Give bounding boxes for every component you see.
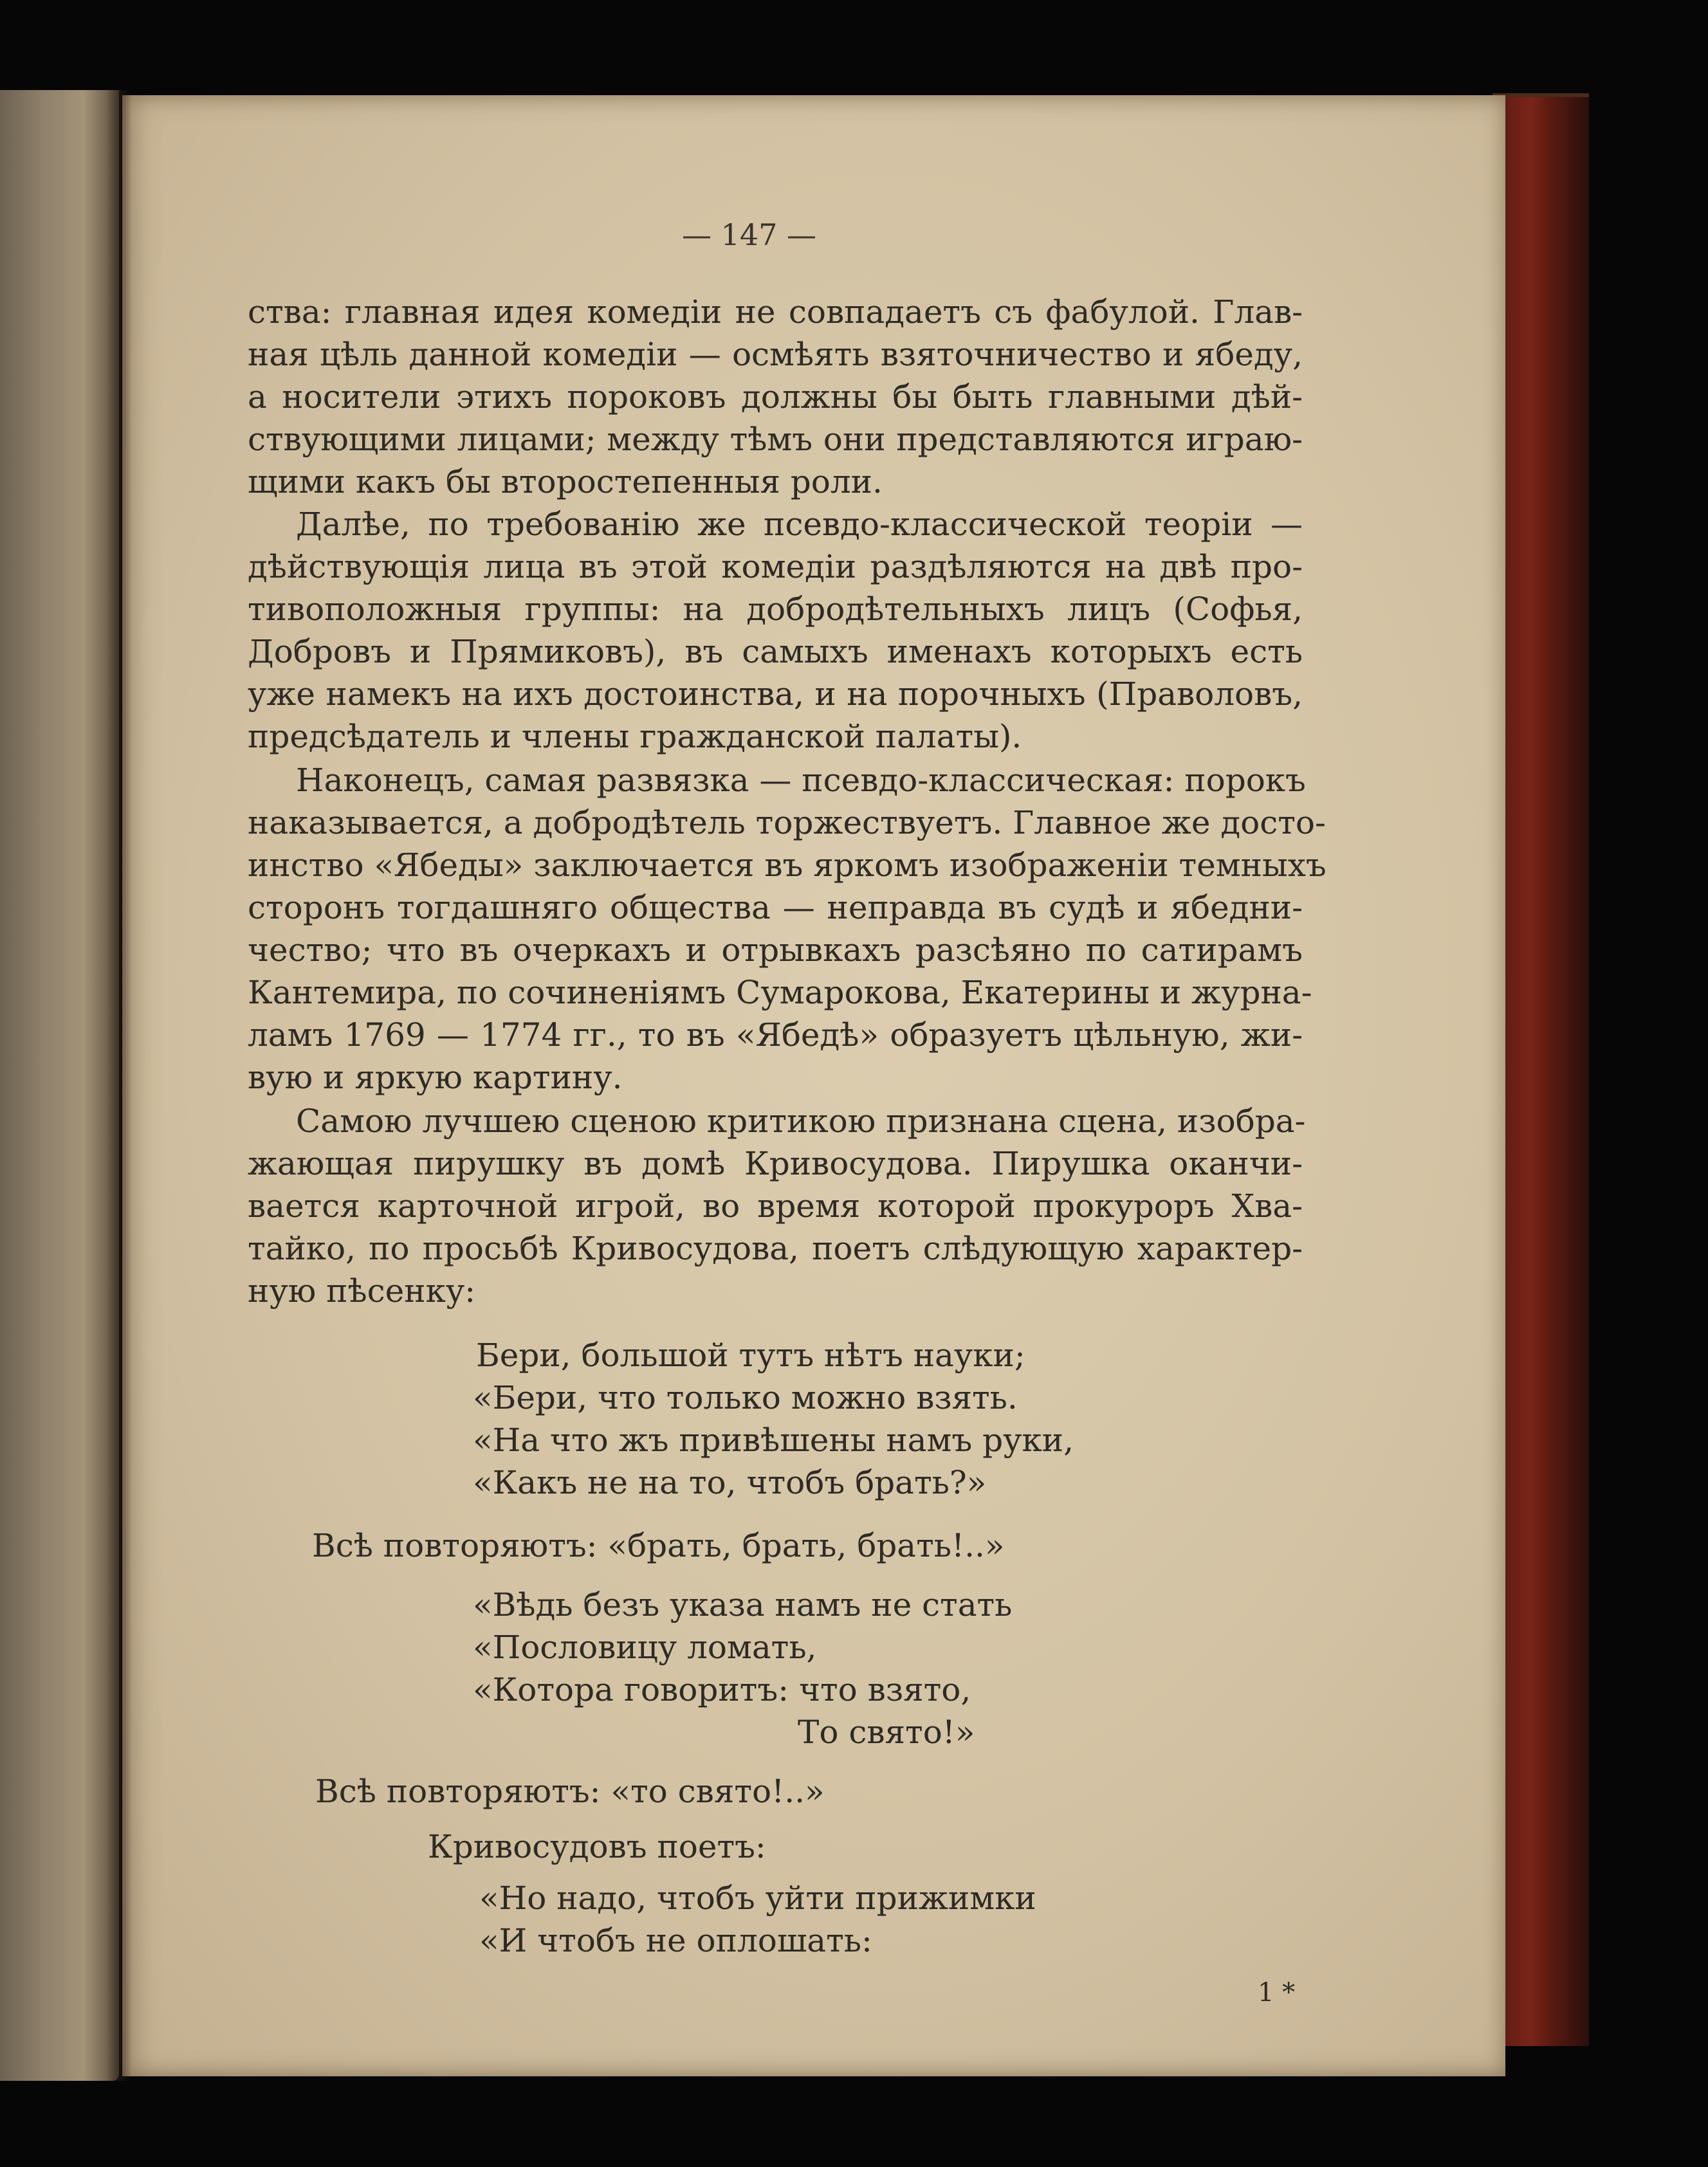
signature-mark: 1 * [1258,1978,1296,2007]
verse-1-line-1: Бери, большой тутъ нѣтъ науки; [476,1337,1025,1374]
paragraph-3-line-8: вую и яркую картину. [248,1059,623,1096]
paragraph-1-line-4: ствующими лицами; между тѣмъ они представляются играю- [248,421,1303,458]
paragraph-3-line-7: ламъ 1769 — 1774 гг., то въ «Ябедѣ» образуетъ цѣльную, жи- [248,1016,1303,1054]
paragraph-3-line-1: Наконецъ, самая развязка — псевдо-классическая: порокъ [296,762,1306,799]
paragraph-2-line-1: Далѣе, по требованію же псевдо-классической теоріи — [296,506,1303,543]
paragraph-1-line-3: а носители этихъ пороковъ должны бы быть главными дѣй- [248,378,1303,416]
paragraph-2-line-6: предсѣдатель и члены гражданской палаты). [248,718,1022,755]
left-facing-page-edge [0,90,119,2081]
refrain-line-1: Всѣ повторяютъ: «брать, брать, брать!..» [312,1527,1005,1564]
paragraph-4-line-2: жающая пирушку въ домѣ Кривосудова. Пирушка оканчи- [248,1145,1303,1182]
book-red-edge [1492,93,1589,2046]
verse-2-line-2: «Пословицу ломать, [473,1629,817,1666]
paragraph-2-line-2: дѣйствующія лица въ этой комедіи раздѣляются на двѣ про- [248,548,1303,585]
paragraph-3-line-5: чество; что въ очеркахъ и отрывкахъ разсѣяно по сатирамъ [248,931,1303,969]
paragraph-3-line-2: наказывается, а добродѣтель торжествуетъ. Главное же досто- [248,804,1326,841]
verse-2-line-1: «Вѣдь безъ указа намъ не стать [473,1586,1013,1623]
verse-1-line-2: «Бери, что только можно взять. [473,1379,1018,1416]
paragraph-3-line-3: инство «Ябеды» заключается въ яркомъ изображеніи темныхъ [248,846,1327,884]
paragraph-3-line-4: сторонъ тогдашняго общества — неправда въ судѣ и ябедни- [248,889,1303,926]
page-number: — 147 — [682,217,817,252]
verse-2-line-4: То свято!» [798,1714,975,1751]
verse-1-line-3: «На что жъ привѣшены намъ руки, [473,1422,1074,1459]
paragraph-4-line-5: ную пѣсенку: [248,1272,476,1310]
gutter-shadow [106,90,132,2081]
paragraph-4-line-1: Самою лучшею сценою критикою признана сцена, изобра- [296,1102,1306,1140]
paragraph-1-line-1: ства: главная идея комедіи не совпадаетъ съ фабулой. Глав- [248,293,1303,331]
paragraph-4-line-3: вается карточной игрой, во время которой прокуроръ Хва- [248,1187,1303,1225]
paragraph-4-line-4: тайко, по просьбѣ Кривосудова, поетъ слѣдующую характер- [248,1230,1303,1267]
paragraph-3-line-6: Кантемира, по сочиненіямъ Сумарокова, Екатерины и журна- [248,974,1312,1011]
paragraph-1-line-5: щими какъ бы второстепенныя роли. [248,463,883,500]
verse-1-line-4: «Какъ не на то, чтобъ брать?» [473,1464,987,1501]
paragraph-2-line-3: тивоположныя группы: на добродѣтельныхъ лицъ (Софья, [248,590,1303,628]
verse-3-line-2: «И чтобъ не оплошать: [479,1922,872,1959]
speaker-line: Кривосудовъ поетъ: [428,1828,766,1865]
verse-3-line-1: «Но надо, чтобъ уйти прижимки [479,1879,1036,1917]
paragraph-2-line-5: уже намекъ на ихъ достоинства, и на порочныхъ (Праволовъ, [248,675,1303,713]
refrain-line-2: Всѣ повторяютъ: «то свято!..» [315,1773,825,1810]
paragraph-1-line-2: ная цѣль данной комедіи — осмѣять взяточничество и ябеду, [248,336,1303,373]
verse-2-line-3: «Котора говоритъ: что взято, [473,1671,971,1708]
paragraph-2-line-4: Добровъ и Прямиковъ), въ самыхъ именахъ которыхъ есть [248,633,1303,670]
